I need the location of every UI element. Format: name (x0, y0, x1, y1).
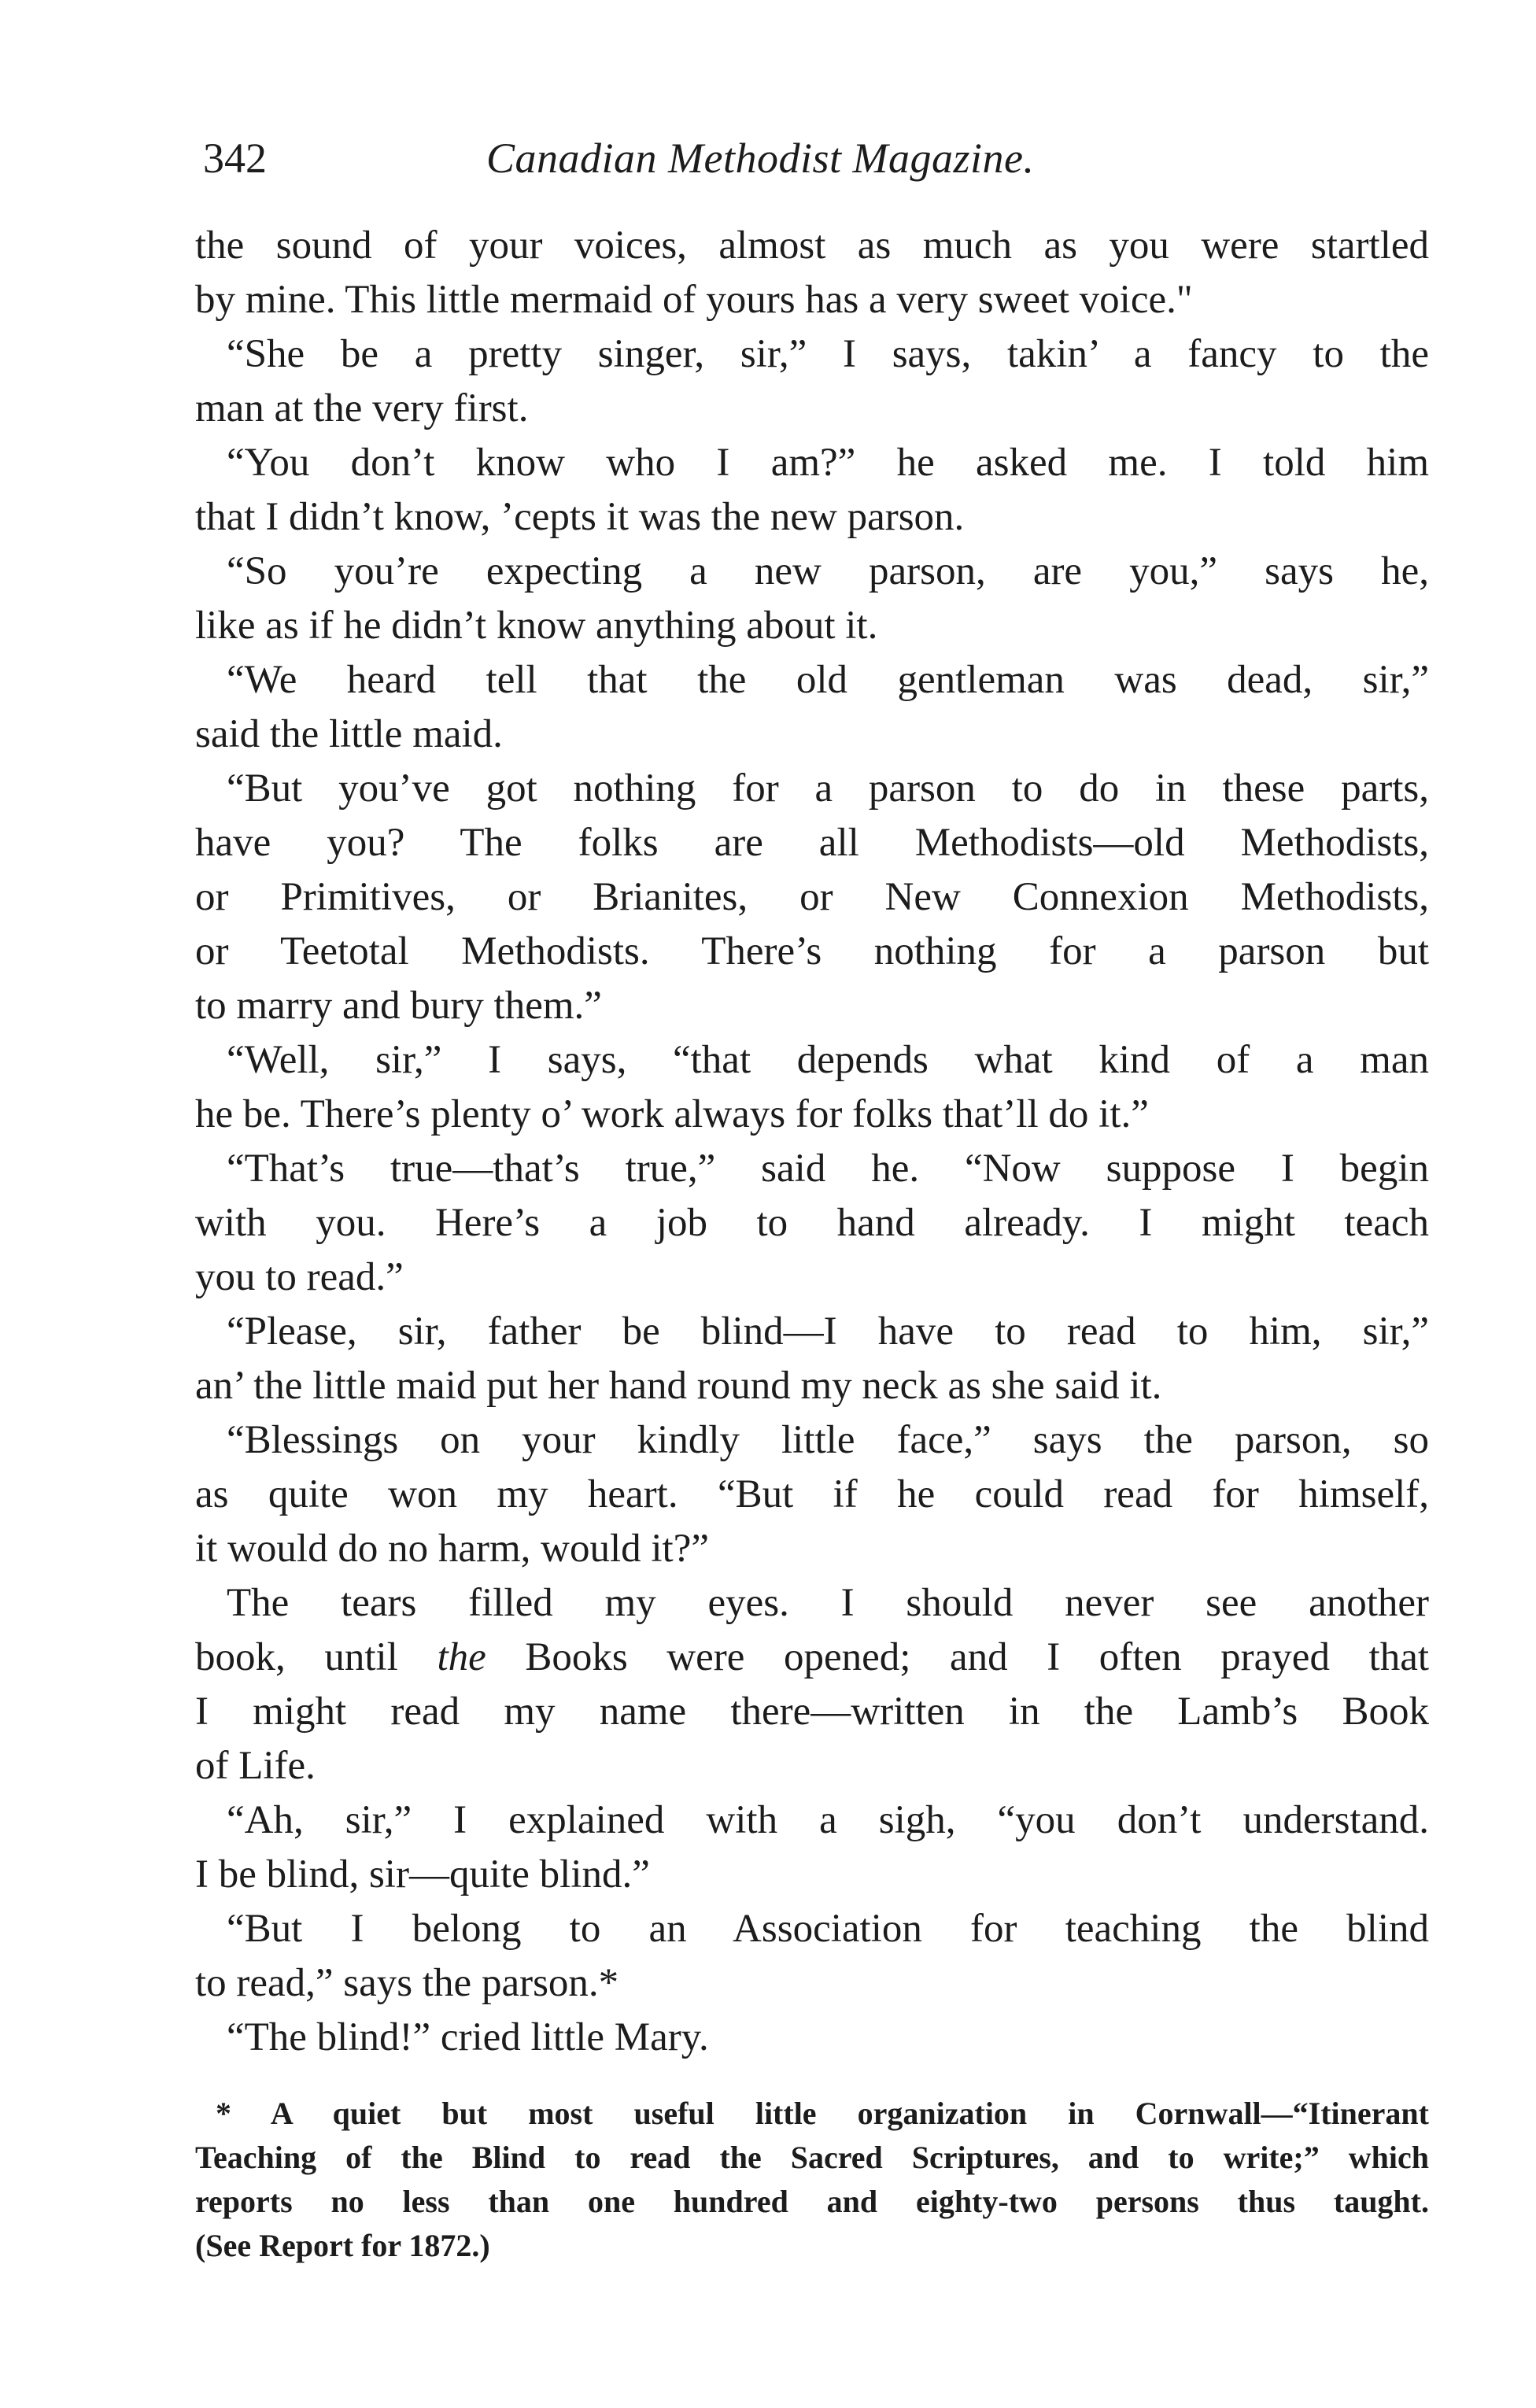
text-line: as quite won my heart. “But if he could read for himself, (195, 1472, 1429, 1516)
text-line: it would do no harm, would it?” (195, 1527, 709, 1571)
page-header (203, 131, 1407, 186)
text-line: to read,” says the parson.* (195, 1961, 619, 2005)
footnote (195, 2092, 1429, 2268)
footnote-line: (See Report for 1872.) (195, 2228, 490, 2263)
text-line (195, 1631, 1429, 1685)
text-line: the sound of your voices, almost as much as you were startled (195, 223, 1429, 268)
text-line: have you? The folks are all Methodists—old Methodists, (195, 821, 1429, 865)
text-line: I might read my name there—written in the Lamb’s Book (195, 1690, 1429, 1734)
running-title: Canadian Methodist Magazine. (486, 135, 1035, 182)
text-line: I be blind, sir—quite blind.” (195, 1852, 650, 1896)
footnote-line: Teaching of the Blind to read the Sacred Scriptures, and to write;” which (195, 2140, 1429, 2175)
footnote-line: reports no less than one hundred and eighty-two persons thus taught. (195, 2184, 1429, 2219)
text-line: like as if he didn’t know anything about it. (195, 604, 878, 648)
text-line: or Primitives, or Brianites, or New Connexion Methodists, (195, 875, 1429, 919)
text-line: “Blessings on your kindly little face,” says the parson, so (227, 1418, 1429, 1462)
text-line: The tears filled my eyes. I should never see another (227, 1581, 1429, 1625)
text-line: “But I belong to an Association for teaching the blind (227, 1907, 1429, 1951)
text-line: said the little maid. (195, 712, 503, 756)
text-line: “She be a pretty singer, sir,” I says, takin’ a fancy to the (227, 332, 1429, 376)
text-line: “We heard tell that the old gentleman was dead, sir,” (227, 658, 1429, 702)
page-number: 342 (203, 135, 267, 182)
text-line: “Please, sir, father be blind—I have to read to him, sir,” (227, 1309, 1429, 1354)
body-text (195, 219, 1429, 2065)
text-line: he be. There’s plenty o’ work always for folks that’ll do it.” (195, 1092, 1149, 1136)
text-fragment: book, until (195, 1635, 398, 1679)
text-fragment: Books were opened; and I often prayed that (525, 1635, 1430, 1679)
text-line: “That’s true—that’s true,” said he. “Now suppose I begin (227, 1147, 1429, 1191)
text-line: with you. Here’s a job to hand already. I might teach (195, 1201, 1429, 1245)
text-line: “Ah, sir,” I explained with a sigh, “you don’t understand. (227, 1798, 1429, 1842)
text-line: “Well, sir,” I says, “that depends what kind of a man (227, 1038, 1429, 1082)
footnote-line: * A quiet but most useful little organization in Cornwall—“Itinerant (216, 2096, 1429, 2131)
text-line: by mine. This little mermaid of yours has a very sweet voice." (195, 278, 1193, 322)
text-line: an’ the little maid put her hand round my neck as she said it. (195, 1364, 1162, 1408)
text-line: or Teetotal Methodists. There’s nothing for a parson but (195, 929, 1429, 973)
text-line: man at the very first. (195, 386, 529, 430)
text-line: “You don’t know who I am?” he asked me. I told him (227, 441, 1429, 485)
text-line: to marry and bury them.” (195, 984, 602, 1028)
text-line: that I didn’t know, ’cepts it was the new parson. (195, 495, 965, 539)
text-line: “So you’re expecting a new parson, are you,” says he, (227, 549, 1429, 593)
text-line: “The blind!” cried little Mary. (227, 2015, 709, 2059)
text-line: of Life. (195, 1744, 316, 1788)
text-line: “But you’ve got nothing for a parson to do in these parts, (227, 766, 1429, 811)
text-line: you to read.” (195, 1255, 404, 1299)
italic-word: the (437, 1635, 486, 1679)
